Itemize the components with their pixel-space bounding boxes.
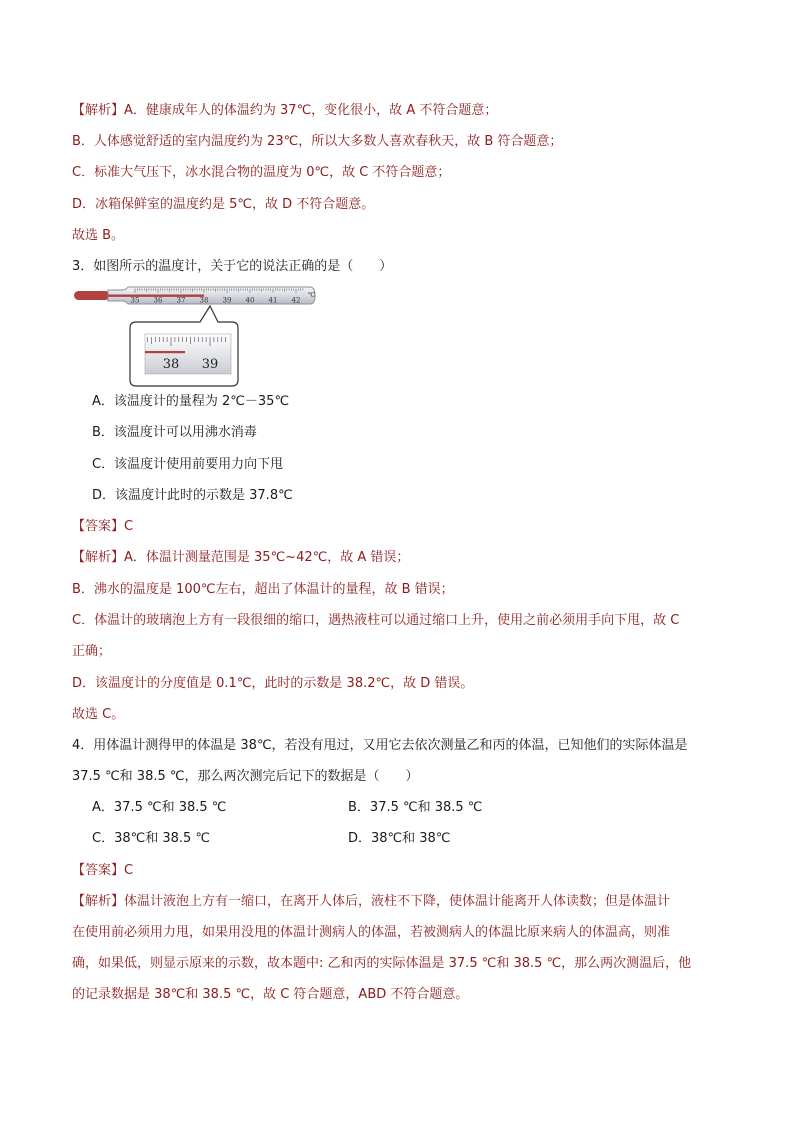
- scale-label-38: 38: [199, 296, 209, 305]
- q4-option-b: B．37.5 ℃和 38.5 ℃: [348, 800, 483, 815]
- thermometer-figure: [72, 284, 322, 390]
- zoom-label-39: 39: [201, 357, 219, 372]
- q4-stem-line1: 4．用体温计测得甲的体温是 38℃，若没有甩过，又用它去依次测量乙和丙的体温，已知他们的实际体温是: [72, 738, 688, 753]
- q4-analysis-line2: 在使用前必须用力甩，如果用没甩的体温计测病人的体温，若被测病人的体温比原来病人的体温高，则准: [72, 925, 671, 940]
- q4-option-a: A．37.5 ℃和 38.5 ℃: [92, 800, 227, 815]
- zoom-mercury: [145, 351, 185, 353]
- scale-label-39: 39: [222, 296, 232, 305]
- q3-option-a: A．该温度计的量程为 2℃－35℃: [92, 394, 290, 409]
- q4-option-d: D．38℃和 38℃: [348, 831, 451, 846]
- zoom-label-38: 38: [162, 357, 180, 372]
- q4-analysis-line4: 的记录数据是 38℃和 38.5 ℃，故 C 符合题意，ABD 不符合题意。: [72, 987, 469, 1002]
- scale-label-42: 42: [291, 296, 301, 305]
- q2-analysis-line-b: B．人体感觉舒适的室内温度约为 23℃，所以大多数人喜欢春秋天，故 B 符合题意；: [72, 134, 563, 149]
- thermometer-bulb: [74, 291, 110, 300]
- q2-analysis-line-d: D．冰箱保鲜室的温度约是 5℃，故 D 不符合题意。: [72, 197, 375, 212]
- q3-choose: 故选 C。: [72, 707, 125, 722]
- q4-stem-line2: 37.5 ℃和 38.5 ℃，那么两次测完后记下的数据是（ ）: [72, 769, 419, 784]
- q2-analysis-line-c: C．标准大气压下，冰水混合物的温度为 0℃，故 C 不符合题意；: [72, 165, 451, 180]
- q4-answer: 【答案】C: [72, 863, 134, 878]
- q4-option-c: C．38℃和 38.5 ℃: [92, 831, 211, 846]
- q3-option-c: C．该温度计使用前要用力向下甩: [92, 457, 284, 472]
- q4-analysis-line1: 【解析】体温计液泡上方有一缩口，在离开人体后，液柱不下降，使体温计能离开人体读数；但是体温计: [72, 894, 671, 909]
- q3-analysis-d: D．该温度计的分度值是 0.1℃，此时的示数是 38.2℃，故 D 错误。: [72, 676, 474, 691]
- q3-analysis-a: 【解析】A．体温计测量范围是 35℃~42℃，故 A 错误；: [72, 550, 410, 565]
- scale-label-37: 37: [176, 296, 186, 305]
- q3-option-b: B．该温度计可以用沸水消毒: [92, 425, 257, 440]
- q3-analysis-c1: C．体温计的玻璃泡上方有一段很细的缩口，遇热液柱可以通过缩口上升，使用之前必须用手向下甩，故 C: [72, 613, 680, 628]
- q2-analysis-line-a: 【解析】A．健康成年人的体温约为 37℃，变化很小，故 A 不符合题意；: [72, 103, 498, 118]
- scale-label-36: 36: [153, 296, 163, 305]
- q3-analysis-b: B．沸水的温度是 100℃左右，超出了体温计的量程，故 B 错误；: [72, 582, 454, 597]
- scale-label-41: 41: [268, 296, 278, 305]
- scale-label-40: 40: [245, 296, 255, 305]
- scale-label-35: 35: [130, 296, 140, 305]
- q3-stem: 3．如图所示的温度计，关于它的说法正确的是（ ）: [72, 259, 393, 274]
- scale-unit: ℃: [308, 291, 316, 299]
- q3-answer: 【答案】C: [72, 519, 134, 534]
- q3-option-d: D．该温度计此时的示数是 37.8℃: [92, 488, 293, 503]
- q4-analysis-line3: 确，如果低，则显示原来的示数，故本题中: 乙和丙的实际体温是 37.5 ℃和 38.5 ℃，那么两次测温后，他: [72, 956, 692, 971]
- q2-choose: 故选 B。: [72, 228, 125, 243]
- q3-analysis-c2: 正确；: [72, 644, 112, 659]
